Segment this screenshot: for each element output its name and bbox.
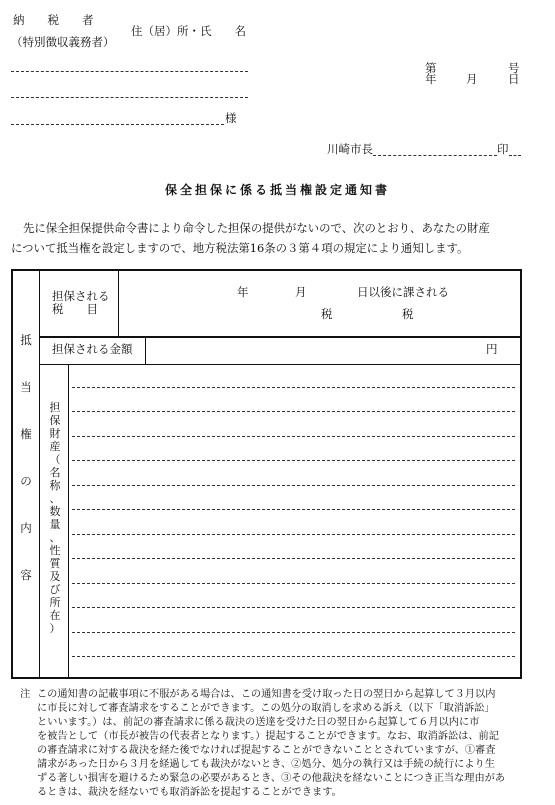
intro-line-2: について抵当権を設定しますので、地方税法第16条の３第４項の規定により通知します。 — [11, 241, 469, 255]
property-line[interactable] — [72, 411, 515, 412]
property-label-char: 数 — [49, 505, 61, 518]
side-label-char: 権 — [20, 427, 32, 441]
tax-item-after: 日以後に課される — [357, 285, 449, 299]
property-label-char: ） — [49, 622, 61, 635]
address-line-1[interactable] — [11, 71, 248, 72]
date-month: 月 — [466, 72, 478, 86]
property-label-char: 称 — [49, 479, 61, 492]
side-label-char: 抵 — [20, 333, 32, 347]
tax-item-label-2: 税 目 — [52, 302, 98, 316]
issuer-name: 川崎市長 — [327, 142, 373, 156]
address-line-2[interactable] — [11, 97, 248, 98]
property-label-char: 、 — [49, 531, 61, 544]
address-name-label: 住（居）所・氏 名 — [131, 24, 246, 38]
property-line[interactable] — [72, 485, 515, 486]
property-line[interactable] — [72, 656, 515, 657]
property-line[interactable] — [72, 436, 515, 437]
amount-unit: 円 — [486, 342, 498, 356]
property-line[interactable] — [72, 509, 515, 510]
doc-number-dai: 第 — [425, 61, 437, 75]
seal-line — [509, 155, 521, 156]
tax-item-divider — [118, 271, 119, 336]
property-label-char: 保 — [49, 414, 61, 427]
note-line: るときは、裁決を経ないでも取消訴訟を提起することができます。 — [37, 787, 342, 798]
amount-divider — [145, 338, 146, 364]
side-label-char: の — [20, 474, 32, 488]
lien-content-table — [11, 269, 522, 679]
property-label — [47, 402, 63, 636]
note-line: といいます。）は、前記の審査請求に係る裁決の送達を受けた日の翌日から起算して６月以内に市 — [37, 717, 480, 728]
side-label-char: 内 — [20, 521, 32, 535]
tax-item-year: 年 — [237, 285, 249, 299]
note-line: に市長に対して審査請求をすることができます。この処分の取消しを求める訴え（以下「取消訴訟」 — [37, 703, 495, 714]
property-line[interactable] — [72, 460, 515, 461]
property-label-char: 及 — [49, 570, 61, 583]
tax-item-label-1: 担保される — [52, 289, 110, 303]
row-divider-2 — [40, 364, 520, 365]
tax-item-zei-2: 税 — [402, 307, 414, 321]
doc-number-go: 号 — [508, 61, 520, 75]
note-line: ずる著しい損害を避けるため緊急の必要があるとき、③その他裁決を経ないことにつき正当な理由があ — [37, 773, 506, 784]
tax-item-month: 月 — [295, 285, 307, 299]
note-prefix: 注 — [20, 689, 31, 700]
intro-line-1: 先に保全担保提供命令書により命令した担保の提供がないので、次のとおり、あなたの財産 — [23, 221, 490, 235]
property-label-char: （ — [49, 453, 61, 466]
date-day: 日 — [508, 72, 520, 86]
table-side-divider — [39, 271, 40, 677]
taxpayer-sub-label: （特別徴収義務者） — [11, 35, 115, 49]
honorific-sama: 様 — [225, 111, 237, 125]
name-line[interactable] — [11, 124, 224, 125]
note-line: の審査請求に対する裁決を経た後でなければ提起することができないこととされていますが、①審査 — [37, 745, 496, 756]
note-line: この通知書の記載事項に不服がある場合は、この通知書を受け取った日の翌日から起算して３月以内 — [37, 689, 496, 700]
side-label-lien-content — [18, 335, 34, 617]
property-label-char: 質 — [49, 557, 61, 570]
note-block — [37, 688, 547, 800]
property-line[interactable] — [72, 583, 515, 584]
property-line[interactable] — [72, 607, 515, 608]
property-line[interactable] — [72, 558, 515, 559]
property-line[interactable] — [72, 632, 515, 633]
property-line[interactable] — [72, 387, 515, 388]
amount-label: 担保される金額 — [52, 342, 133, 356]
property-label-char: 名 — [49, 466, 61, 479]
property-label-char: 産 — [49, 440, 61, 453]
property-label-char: 財 — [49, 427, 61, 440]
taxpayer-label: 納 税 者 — [13, 13, 94, 27]
property-label-char: 、 — [49, 492, 61, 505]
property-label-char: 在 — [49, 609, 61, 622]
property-label-char: び — [49, 583, 61, 596]
property-label-char: 所 — [49, 596, 61, 609]
property-line[interactable] — [72, 534, 515, 535]
property-label-char: 量 — [49, 518, 61, 531]
note-line: 請求があった日から３月を経過しても裁決がないとき、②処分、処分の執行又は手続の続行により生 — [37, 759, 495, 770]
property-label-char: 性 — [49, 544, 61, 557]
issuer-line — [373, 155, 497, 156]
seal-mark: 印 — [497, 142, 509, 156]
property-divider — [68, 365, 69, 677]
tax-item-zei-1: 税 — [321, 307, 333, 321]
note-line: を被告として（市長が被告の代表者となります。）提起することができます。なお、取消訴訟は、前記 — [37, 731, 499, 742]
document-title: 保全担保に係る抵当権設定通知書 — [164, 183, 390, 197]
property-label-char: 担 — [49, 401, 61, 414]
row-divider-1 — [40, 336, 520, 338]
side-label-char: 当 — [20, 380, 32, 394]
side-label-char: 容 — [20, 568, 32, 582]
date-year: 年 — [425, 72, 437, 86]
